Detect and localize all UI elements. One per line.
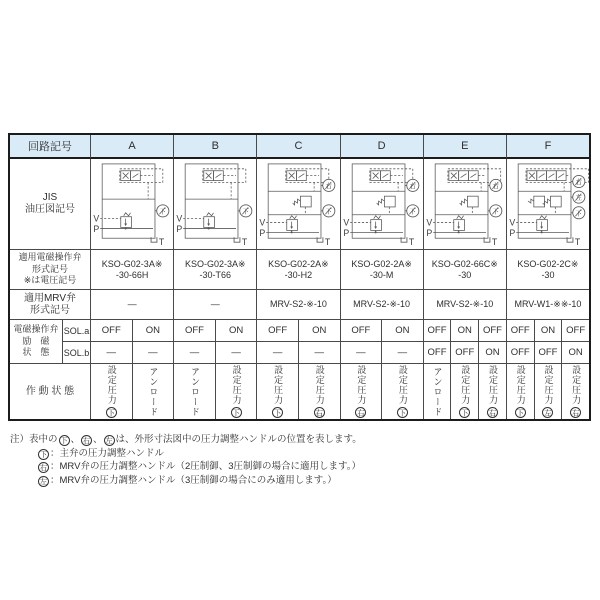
- handle-mark: 右: [487, 408, 497, 417]
- sol-a-e: OFF ON OFF: [424, 320, 507, 342]
- svg-text:V: V: [342, 217, 349, 228]
- operating-state-row: [10, 364, 589, 419]
- svg-text:下: 下: [326, 208, 333, 216]
- sol-b-row: [63, 342, 589, 364]
- mrv-cell-c: MRV-S2-※-10: [257, 290, 340, 320]
- mrv-cell-d: MRV-S2-※-10: [341, 290, 424, 320]
- operating-c: 設定圧力 下 設定圧力 右: [257, 364, 340, 419]
- sol-b-e: OFF OFF ON: [424, 342, 507, 364]
- model-cell-e: KSO-G02-66C※ -30: [424, 250, 507, 290]
- svg-text:T: T: [325, 237, 331, 248]
- svg-text:V: V: [509, 217, 516, 228]
- handle-mark: 下: [60, 436, 68, 445]
- jis-symbol-row: [10, 159, 589, 250]
- mrv-cell-a: —: [91, 290, 174, 320]
- col-header-f: F: [507, 135, 589, 159]
- circuit-diagram-d: [341, 159, 424, 250]
- sol-a-row: [63, 320, 589, 342]
- svg-text:右: 右: [575, 179, 582, 187]
- handle-mark: 左: [39, 476, 48, 486]
- sol-b-c: — —: [257, 342, 340, 364]
- svg-text:右: 右: [492, 182, 499, 190]
- handle-mark: 下: [460, 408, 470, 417]
- circuit-diagram-f: [507, 159, 589, 250]
- handle-mark: 下: [273, 408, 283, 417]
- sol-a-d: OFF ON: [341, 320, 424, 342]
- operating-a: 設定圧力 下 アンロード: [91, 364, 174, 419]
- svg-text:右: 右: [326, 182, 333, 190]
- footnote-item: 右 ：MRV弁の圧力調整ハンドル（2圧制御、3圧制御の場合に適用します。）: [39, 461, 361, 472]
- col-header-d: D: [341, 135, 424, 159]
- handle-mark: 下: [231, 408, 241, 417]
- svg-text:V: V: [426, 217, 433, 228]
- model-cell-c: KSO-G02-2A※ -30-H2: [257, 250, 340, 290]
- svg-text:T: T: [574, 237, 581, 248]
- sol-b-a: — —: [91, 342, 174, 364]
- col-header-e: E: [424, 135, 507, 159]
- handle-mark: 右: [571, 408, 581, 417]
- footnotes: [10, 433, 362, 487]
- solenoid-model-row: [10, 250, 589, 290]
- svg-text:P: P: [342, 227, 349, 238]
- svg-text:T: T: [491, 237, 498, 248]
- mrv-cell-b: —: [174, 290, 257, 320]
- svg-text:下: 下: [575, 210, 582, 218]
- svg-text:V: V: [93, 213, 100, 224]
- operating-label: 作 動 状 態: [10, 364, 91, 419]
- header-row: [10, 135, 589, 159]
- handle-mark: 右: [82, 436, 91, 445]
- solenoid-model-label: 適用電磁操作弁 形式記号 ※は電圧記号: [10, 250, 91, 290]
- model-cell-d: KSO-G02-2A※ -30-M: [341, 250, 424, 290]
- svg-text:下: 下: [242, 208, 250, 216]
- handle-mark: 右: [356, 408, 366, 417]
- model-cell-b: KSO-G02-3A※ -30-T66: [174, 250, 257, 290]
- operating-b: アンロード 設定圧力 下: [174, 364, 257, 419]
- footnote-intro: 注）表中の 下 、 右 、 左 は、外形寸法図中の圧力調整ハンドルの位置を表します。: [10, 434, 362, 445]
- valve-spec-table: [8, 133, 591, 421]
- header-label-text: 回路記号: [28, 141, 72, 153]
- mrv-model-row: [10, 290, 589, 320]
- svg-text:P: P: [426, 227, 433, 238]
- col-header-a: A: [91, 135, 174, 159]
- circuit-diagram-b: [174, 159, 257, 250]
- sol-a-c: OFF ON: [257, 320, 340, 342]
- operating-d: 設定圧力 右 設定圧力 下: [341, 364, 424, 419]
- operating-e: アンロード 設定圧力 下 設定圧力 右: [424, 364, 507, 419]
- header-label: [10, 135, 91, 159]
- col-header-b: B: [174, 135, 257, 159]
- circuit-diagram-a: [91, 159, 174, 250]
- sol-b-d: — —: [341, 342, 424, 364]
- handle-mark: 下: [515, 408, 525, 417]
- sol-a-label: SOL.a: [63, 320, 91, 342]
- svg-text:T: T: [408, 237, 414, 248]
- svg-text:下: 下: [409, 208, 416, 216]
- sol-a-a: OFF ON: [91, 320, 174, 342]
- svg-text:T: T: [158, 237, 165, 248]
- operating-f: 設定圧力 下 設定圧力 左 設定圧力 右: [507, 364, 589, 419]
- sol-b-b: — —: [174, 342, 257, 364]
- handle-mark: 下: [106, 408, 116, 417]
- svg-text:T: T: [242, 237, 248, 248]
- handle-mark: 下: [39, 449, 48, 459]
- circuit-diagram-e: [424, 159, 507, 250]
- svg-text:右: 右: [409, 182, 416, 190]
- svg-text:V: V: [259, 217, 266, 228]
- model-cell-a: KSO-G02-3A※ -30-66H: [91, 250, 174, 290]
- sol-a-f: OFF ON OFF: [507, 320, 589, 342]
- handle-mark: 右: [39, 463, 48, 472]
- svg-text:左: 左: [575, 194, 582, 202]
- svg-text:下: 下: [159, 208, 167, 216]
- excitation-label: 電磁操作弁 励 磁 状 態: [10, 320, 63, 364]
- circuit-diagram-c: [257, 159, 340, 250]
- handle-mark: 左: [543, 408, 553, 417]
- handle-mark: 左: [105, 436, 113, 445]
- svg-text:P: P: [259, 227, 266, 238]
- excitation-rows: [10, 320, 589, 364]
- svg-text:P: P: [93, 223, 100, 234]
- sol-a-b: OFF ON: [174, 320, 257, 342]
- mrv-cell-f: MRV-W1-※※-10: [507, 290, 589, 320]
- sol-b-f: OFF OFF ON: [507, 342, 589, 364]
- jis-row-label: JIS 油圧図記号: [10, 159, 91, 250]
- mrv-model-label: 適用MRV弁 形式記号: [10, 290, 91, 320]
- sol-b-label: SOL.b: [63, 342, 91, 364]
- svg-text:P: P: [176, 223, 183, 234]
- svg-text:V: V: [176, 213, 183, 224]
- handle-mark: 下: [397, 408, 407, 417]
- mrv-cell-e: MRV-S2-※-10: [424, 290, 507, 320]
- footnote-item: 左 ：MRV弁の圧力調整ハンドル（3圧制御の場合にのみ適用します。）: [39, 474, 337, 486]
- footnote-item: 下 ：主弁の圧力調整ハンドル: [39, 447, 165, 459]
- model-cell-f: KSO-G02-2C※ -30: [507, 250, 589, 290]
- svg-text:下: 下: [492, 208, 499, 216]
- handle-mark: 右: [314, 408, 324, 417]
- svg-text:P: P: [509, 227, 516, 238]
- col-header-c: C: [257, 135, 340, 159]
